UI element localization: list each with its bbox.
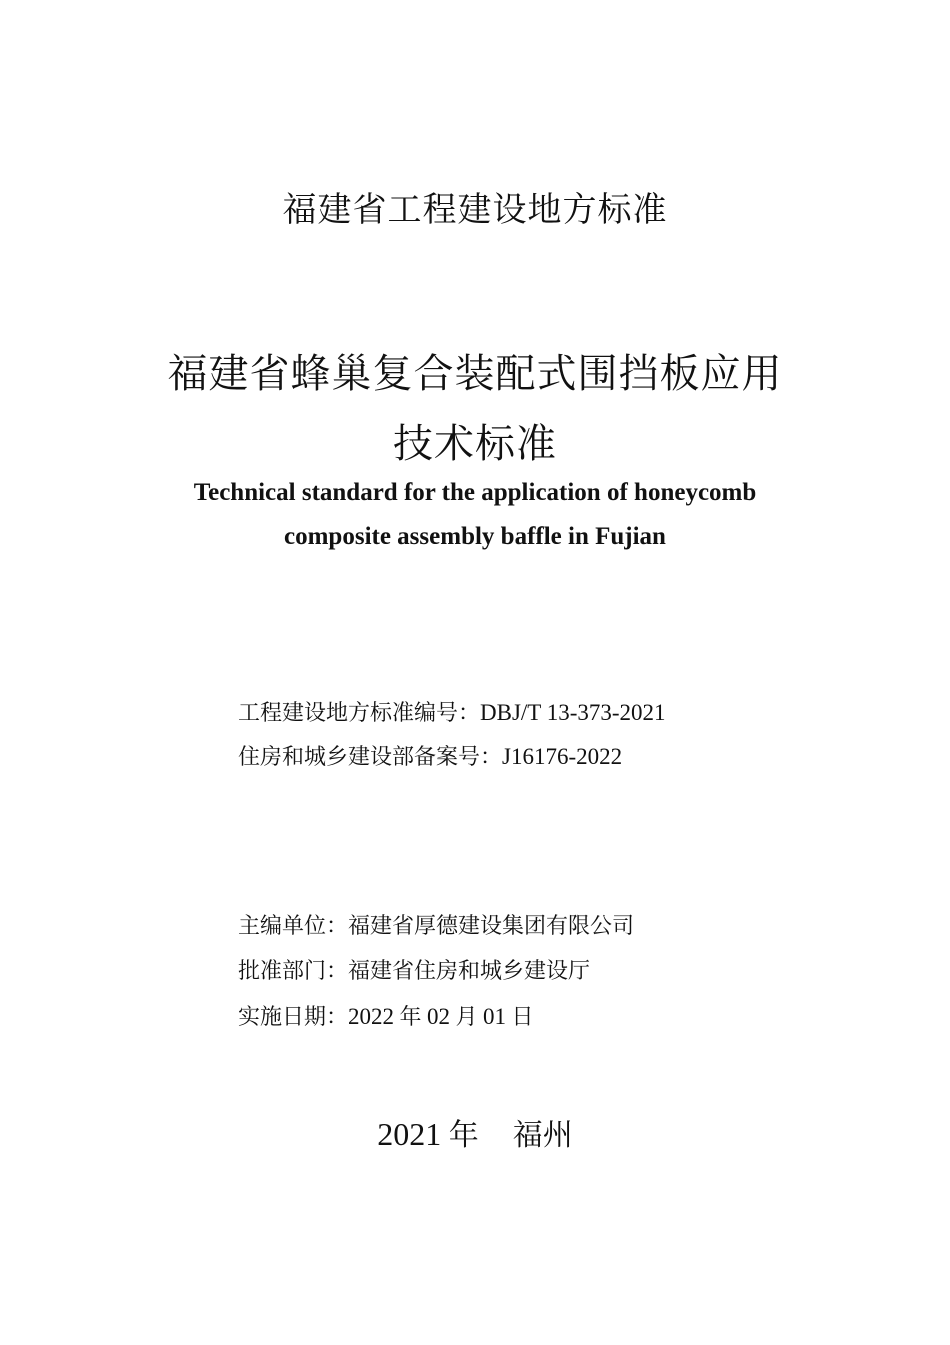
standard-code-row [238, 698, 666, 729]
record-number-row [238, 742, 622, 773]
record-number-label: 住房和城乡建设部备案号： [238, 745, 503, 770]
chief-editor-row [238, 911, 634, 942]
implementation-date-row [238, 1002, 534, 1033]
standard-code-label: 工程建设地方标准编号： [238, 701, 481, 726]
chief-editor-value: 福建省厚德建设集团有限公司 [348, 914, 635, 939]
publication-footer [0, 1110, 950, 1154]
chinese-title-line-1: 福建省蜂巢复合装配式围挡板应用 [167, 351, 783, 397]
implementation-date-day-unit: 日 [511, 1005, 534, 1030]
implementation-date-month: 02 [427, 1004, 451, 1029]
english-title-line-1: Technical standard for the application of honeycomb [193, 479, 757, 506]
publication-year: 2021 [377, 1116, 442, 1152]
series-title: 福建省工程建设地方标准 [282, 190, 668, 230]
publication-year-unit: 年 [448, 1118, 479, 1153]
chinese-title-line-2: 技术标准 [393, 421, 557, 467]
chief-editor-label: 主编单位： [238, 914, 349, 939]
standard-code-value: DBJ/T 13-373-2021 [480, 700, 666, 725]
implementation-date-month-unit: 月 [455, 1005, 478, 1030]
implementation-date-label: 实施日期： [238, 1005, 349, 1030]
record-number-value: J16176-2022 [502, 744, 623, 769]
english-title-line-2: composite assembly baffle in Fujian [284, 523, 666, 550]
implementation-date-year-unit: 年 [399, 1005, 422, 1030]
approval-department-value: 福建省住房和城乡建设厅 [348, 959, 591, 984]
approval-department-label: 批准部门： [238, 959, 349, 984]
publication-city: 福州 [512, 1118, 573, 1153]
approval-department-row [238, 956, 590, 987]
implementation-date-year: 2022 [348, 1004, 395, 1029]
implementation-date-day: 01 [483, 1004, 507, 1029]
